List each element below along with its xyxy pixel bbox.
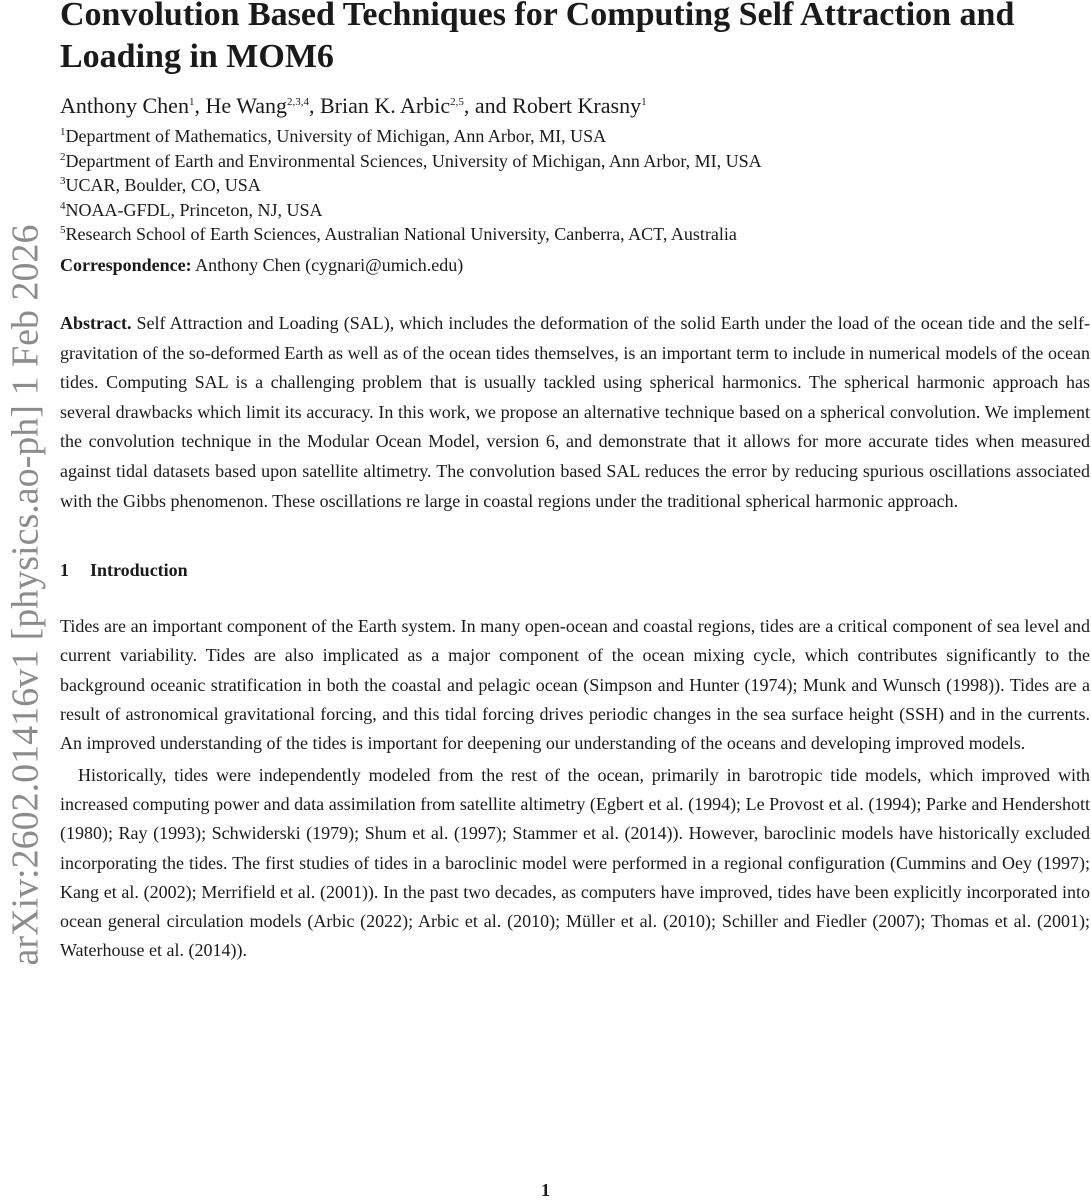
affiliation: $^3$UCAR, Boulder, CO, USA xyxy=(60,175,261,196)
section-heading xyxy=(60,558,1090,582)
arxiv-id: arXiv:2602.01416v1 [physics.ao-ph] 1 Feb 2026 xyxy=(4,224,47,966)
paragraph: Historically, tides were independently modeled from the rest of the ocean, primarily in barotropic tide models, which improved with increased computing power and data assimilation from satellite altimetry (Egbert et al. (1994); Le Provost et al. (1994); Parke and Hendershott (1980); Ray (1993); Schwiderski (1979); Shum et al. (1997); Stammer et al. (2014)). However, baroclinic models have historically excluded incorporating the tides. The first studies of tides in a baroclinic model were performed in a regional configuration (Cummins and Oey (1997); Kang et al. (2002); Merrifield et al. (2001)). In the past two decades, as computers have improved, tides have been explicitly incorporated into ocean general circulation models (Arbic (2022); Arbic et al. (2010); Müller et al. (2010); Schiller and Fiedler (2007); Thomas et al. (2001); Waterhouse et al. (2014)). xyxy=(60,764,1090,961)
author-list xyxy=(60,92,1090,120)
paragraph: Tides are an important component of the Earth system. In many open-ocean and coastal regions, tides are a critical component of sea level and current variability. Tides are also implicated as a major component of the ocean mixing cycle, which contributes significantly to the background oceanic stratification in both the coastal and pelagic ocean (Simpson and Hunter (1974); Munk and Wunsch (1998)). Tides are a result of astronomical gravitational forcing, and this tidal forcing drives periodic changes in the sea surface height (SSH) and in the currents. An improved understanding of the tides is important for deepening our understanding of the oceans and developing improved models. xyxy=(60,616,1090,754)
author: Robert Krasny$^1$ xyxy=(512,93,647,118)
section-title: Introduction xyxy=(90,560,188,581)
author: Brian K. Arbic$^{2,5}$, and xyxy=(319,93,513,118)
correspondence-label: Correspondence: xyxy=(60,254,192,275)
paper-page xyxy=(60,0,1090,966)
author: He Wang$^{2,3,4}$, xyxy=(205,93,320,118)
page-number: 1 xyxy=(541,1180,550,1200)
paper-title: Convolution Based Techniques for Computing Self Attraction and Loading in MOM6 xyxy=(60,0,1015,75)
affiliation: $^2$Department of Earth and Environmental Sciences, University of Michigan, Ann Arbor, MI, USA xyxy=(60,150,762,171)
correspondence-text: Anthony Chen (cygnari@umich.edu) xyxy=(195,254,464,275)
abstract-label: Abstract. xyxy=(60,312,132,333)
author: Anthony Chen$^1$, xyxy=(60,93,206,118)
arxiv-stamp xyxy=(0,180,50,1010)
affiliation-list xyxy=(60,124,1090,247)
abstract-text: Self Attraction and Loading (SAL), which includes the deformation of the solid Earth under the load of the ocean tide and the self-gravitation of the so-deformed Earth as well as of the ocean tides themselves, is an important term to include in numerical models of the ocean tides. Computing SAL is a challenging problem that is usually tackled using spherical harmonics. The spherical harmonic approach has several drawbacks which limit its accuracy. In this work, we propose an alternative technique based on a spherical convolution. We implement the convolution technique in the Modular Ocean Model, version 6, and demonstrate that it allows for more accurate tides when measured against tidal datasets based upon satellite altimetry. The convolution based SAL reduces the error by reducing spurious oscillations associated with the Gibbs phenomenon. These oscillations re large in coastal regions under the traditional spherical harmonic approach. xyxy=(60,312,1090,511)
affiliation: $^4$NOAA-GFDL, Princeton, NJ, USA xyxy=(60,199,323,220)
abstract xyxy=(60,309,1090,516)
section-body xyxy=(60,612,1090,966)
affiliation: $^5$Research School of Earth Sciences, Australian National University, Canberra, ACT, Australia xyxy=(60,224,737,245)
affiliation: $^1$Department of Mathematics, University of Michigan, Ann Arbor, MI, USA xyxy=(60,126,607,146)
section-number: 1 xyxy=(60,560,69,581)
correspondence xyxy=(60,253,1090,277)
